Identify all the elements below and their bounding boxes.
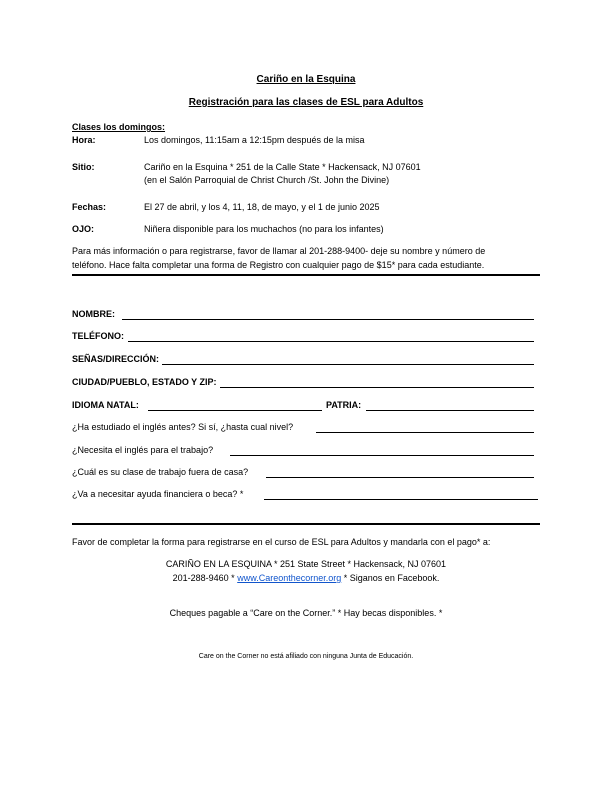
place-value-line-2: (en el Salón Parroquial de Christ Church /St. John the Divine) (144, 175, 390, 185)
info-line-2: teléfono. Hace falta completar una forma de Registro con cualquier pago de $15* para cada estudiante. (72, 260, 485, 270)
section-title: Clases los domingos: (72, 122, 166, 132)
place-label: Sitio: (72, 162, 95, 172)
language-field[interactable] (148, 410, 322, 411)
name-label: NOMBRE: (72, 309, 115, 319)
city-field[interactable] (220, 387, 534, 388)
studied-field[interactable] (316, 432, 534, 433)
address-label: SEÑAS/DIRECCIÓN: (72, 354, 160, 364)
work-need-label: ¿Necesita el inglés para el trabajo? (72, 445, 214, 455)
registration-title: Registración para las clases de ESL para Adultos (188, 97, 424, 108)
footer-address: CARIÑO EN LA ESQUINA * 251 State Street * Hackensack, NJ 07601 (165, 559, 447, 569)
info-line-1: Para más información o para registrarse, favor de llamar al 201-288-9400- deje su nombre y número de (72, 246, 486, 256)
phone-label: TELÉFONO: (72, 331, 124, 341)
org-title: Cariño en la Esquina (256, 74, 356, 85)
job-label: ¿Cuál es su clase de trabajo fuera de casa? (72, 467, 249, 477)
job-field[interactable] (266, 477, 534, 478)
phone-field[interactable] (128, 341, 534, 342)
work-need-field[interactable] (230, 455, 534, 456)
footer-phone: 201-288-9460 * (172, 573, 235, 583)
studied-label: ¿Ha estudiado el inglés antes? Si sí, ¿hasta cual nivel? (72, 422, 294, 432)
country-label: PATRIA: (326, 400, 362, 410)
top-divider (72, 274, 540, 276)
aid-field[interactable] (264, 499, 538, 500)
footer-instruction: Favor de completar la forma para registrarse en el curso de ESL para Adultos y mandarla con el pago* a: (72, 537, 491, 547)
bottom-divider (72, 523, 540, 525)
note-label: OJO: (72, 224, 95, 234)
language-label: IDIOMA NATAL: (72, 400, 139, 410)
dates-label: Fechas: (72, 202, 107, 212)
dates-value: El 27 de abril, y los 4, 11, 18, de mayo, y el 1 de junio 2025 (144, 202, 380, 212)
footer-facebook: * Siganos en Facebook. (343, 573, 440, 583)
time-label: Hora: (72, 135, 96, 145)
website-link[interactable]: www.Careonthecorner.org (237, 573, 342, 583)
aid-label: ¿Va a necesitar ayuda financiera o beca? * (72, 489, 244, 499)
note-value: Niñera disponible para los muchachos (no para los infantes) (144, 224, 384, 234)
place-value-line-1: Cariño en la Esquina * 251 de la Calle State * Hackensack, NJ 07601 (144, 162, 421, 172)
name-field[interactable] (122, 319, 534, 320)
disclaimer: Care on the Corner no está afiliado con ninguna Junta de Educación. (198, 653, 414, 660)
city-label: CIUDAD/PUEBLO, ESTADO Y ZIP: (72, 377, 217, 387)
checks-note: Cheques pagable a “Care on the Corner.” * Hay becas disponibles. * (169, 608, 443, 618)
time-value: Los domingos, 11:15am a 12:15pm después de la misa (144, 135, 365, 145)
country-field[interactable] (366, 410, 534, 411)
footer-contact-line (0, 573, 612, 583)
address-field[interactable] (162, 364, 534, 365)
